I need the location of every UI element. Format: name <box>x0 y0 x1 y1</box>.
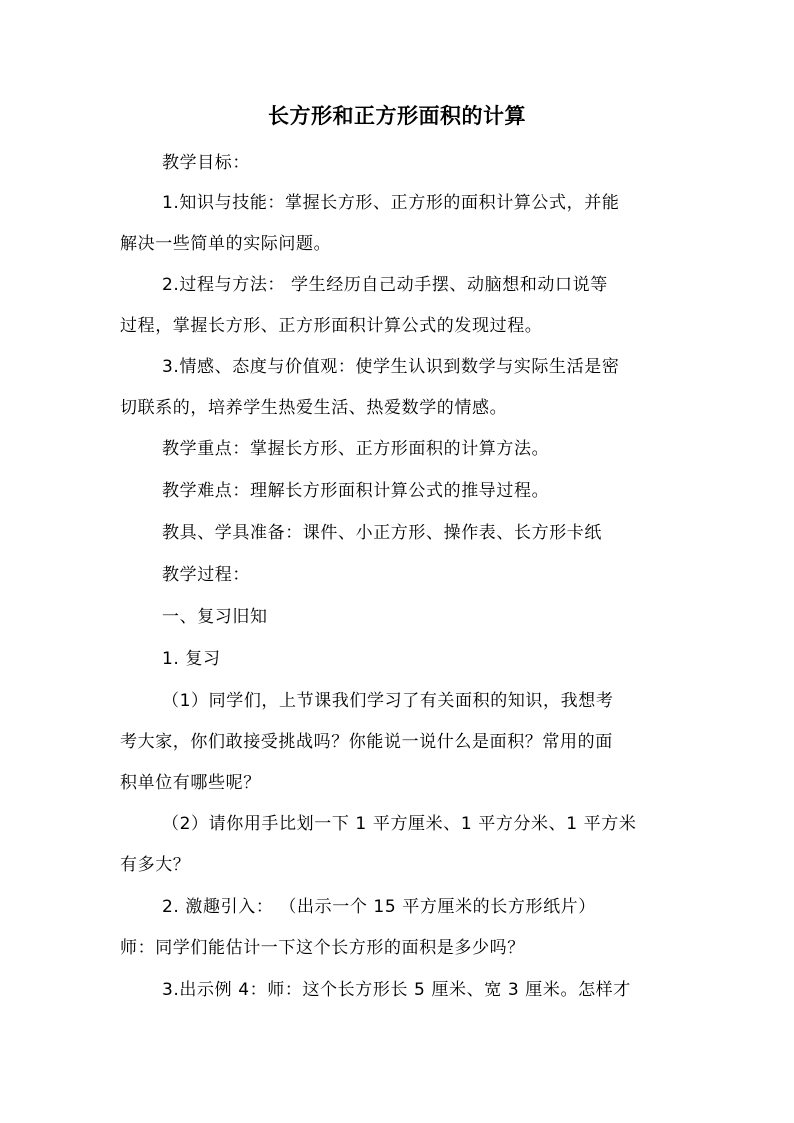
review-subheading <box>162 639 722 680</box>
text-line: 一、复习旧知 <box>162 607 268 627</box>
objective-process <box>120 265 680 347</box>
text-line: 过程，掌握长方形、正方形面积计算公式的发现过程。 <box>120 316 543 336</box>
text-line: 1. 复习 <box>162 649 221 669</box>
text-line: 教学重点：掌握长方形、正方形面积的计算方法。 <box>162 439 550 459</box>
text-line: 积单位有哪些呢？ <box>120 773 261 793</box>
objectives-heading <box>162 143 722 184</box>
text-line: 教学目标： <box>162 153 250 173</box>
text-line: 2.过程与方法： 学生经历自己动手摆、动脑想和动口说等 <box>162 275 608 295</box>
interest-introduction <box>120 887 680 969</box>
review-question-1 <box>120 681 680 804</box>
text-line: （1）同学们，上节课我们学习了有关面积的知识，我想考 <box>162 691 614 711</box>
objective-emotion <box>120 347 680 429</box>
text-line: 2. 激趣引入： （出示一个 15 平方厘米的长方形纸片） <box>162 897 596 917</box>
text-line: 有多大？ <box>120 855 191 875</box>
example-4 <box>120 970 680 1011</box>
objective-knowledge <box>120 183 680 265</box>
text-line: 切联系的，培养学生热爱生活、热爱数学的情感。 <box>120 398 508 418</box>
difficult-point <box>162 471 722 512</box>
text-line: 教学过程： <box>162 565 250 585</box>
section-review-heading <box>162 597 722 638</box>
teaching-aids <box>162 513 722 554</box>
text-line: 解决一些简单的实际问题。 <box>120 234 332 254</box>
text-line: 师：同学们能估计一下这个长方形的面积是多少吗？ <box>120 938 525 958</box>
text-line: 3.情感、态度与价值观：使学生认识到数学与实际生活是密 <box>162 357 620 377</box>
document-title: 长方形和正方形面积的计算 <box>268 103 526 128</box>
key-point <box>162 429 722 470</box>
text-line: 教具、学具准备：课件、小正方形、操作表、长方形卡纸 <box>162 523 602 543</box>
text-line: 1.知识与技能：掌握长方形、正方形的面积计算公式，并能 <box>162 193 620 213</box>
text-line: 3.出示例 4：师：这个长方形长 5 厘米、宽 3 厘米。怎样才 <box>162 980 631 1000</box>
text-line: 考大家，你们敢接受挑战吗？你能说一说什么是面积？常用的面 <box>120 732 613 752</box>
review-question-2 <box>120 804 680 886</box>
process-heading <box>162 555 722 596</box>
text-line: 教学难点：理解长方形面积计算公式的推导过程。 <box>162 481 550 501</box>
text-line: （2）请你用手比划一下 1 平方厘米、1 平方分米、1 平方米 <box>162 814 637 834</box>
